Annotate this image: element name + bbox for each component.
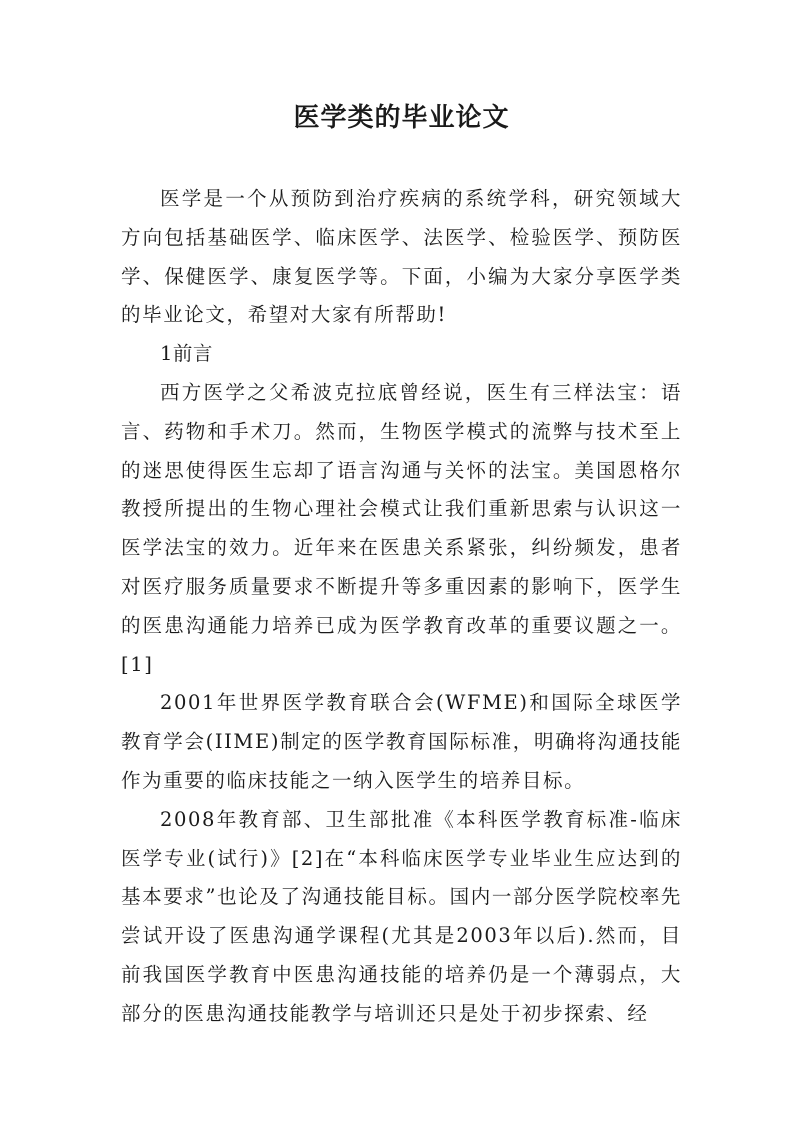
section-heading-preface: 1前言 <box>160 342 213 366</box>
paragraph-intro: 医学是一个从预防到治疗疾病的系统学科，研究领域大方向包括基础医学、临床医学、法医学、检验医学、预防医学、保健医学、康复医学等。下面，小编为大家分享医学类的毕业论文，希望对大家有所帮助! <box>121 187 682 327</box>
paragraph-wfme-2001: 2001年世界医学教育联合会(WFME)和国际全球医学教育学会(IIME)制定的医学教育国际标准，明确将沟通技能作为重要的临床技能之一纳入医学生的培养目标。 <box>121 691 682 792</box>
paragraph-hippocrates: 西方医学之父希波克拉底曾经说，医生有三样法宝：语言、药物和手术刀。然而，生物医学模式的流弊与技术至上的迷思使得医生忘却了语言沟通与关怀的法宝。美国恩格尔教授所提出的生物心理社会模式让我们重新思索与认识这一医学法宝的效力。近年来在医患关系紧张，纠纷频发，患者对医疗服务质量要求不断提升等多重因素的影响下，医学生的医患沟通能力培养已成为医学教育改革的重要议题之一。[1] <box>121 380 682 676</box>
paragraph-standard-2008: 2008年教育部、卫生部批准《本科医学教育标准-临床医学专业(试行)》[2]在“本科临床医学专业毕业生应达到的基本要求”也论及了沟通技能目标。国内一部分医学院校率先尝试开设了医患沟通学课程(尤其是2003年以后).然而，目前我国医学教育中医患沟通技能的培养仍是一个薄弱点，大部分的医患沟通技能教学与培训还只是处于初步探索、经 <box>121 807 682 1025</box>
document-title: 医学类的毕业论文 <box>293 103 510 133</box>
document-body <box>121 180 682 1034</box>
